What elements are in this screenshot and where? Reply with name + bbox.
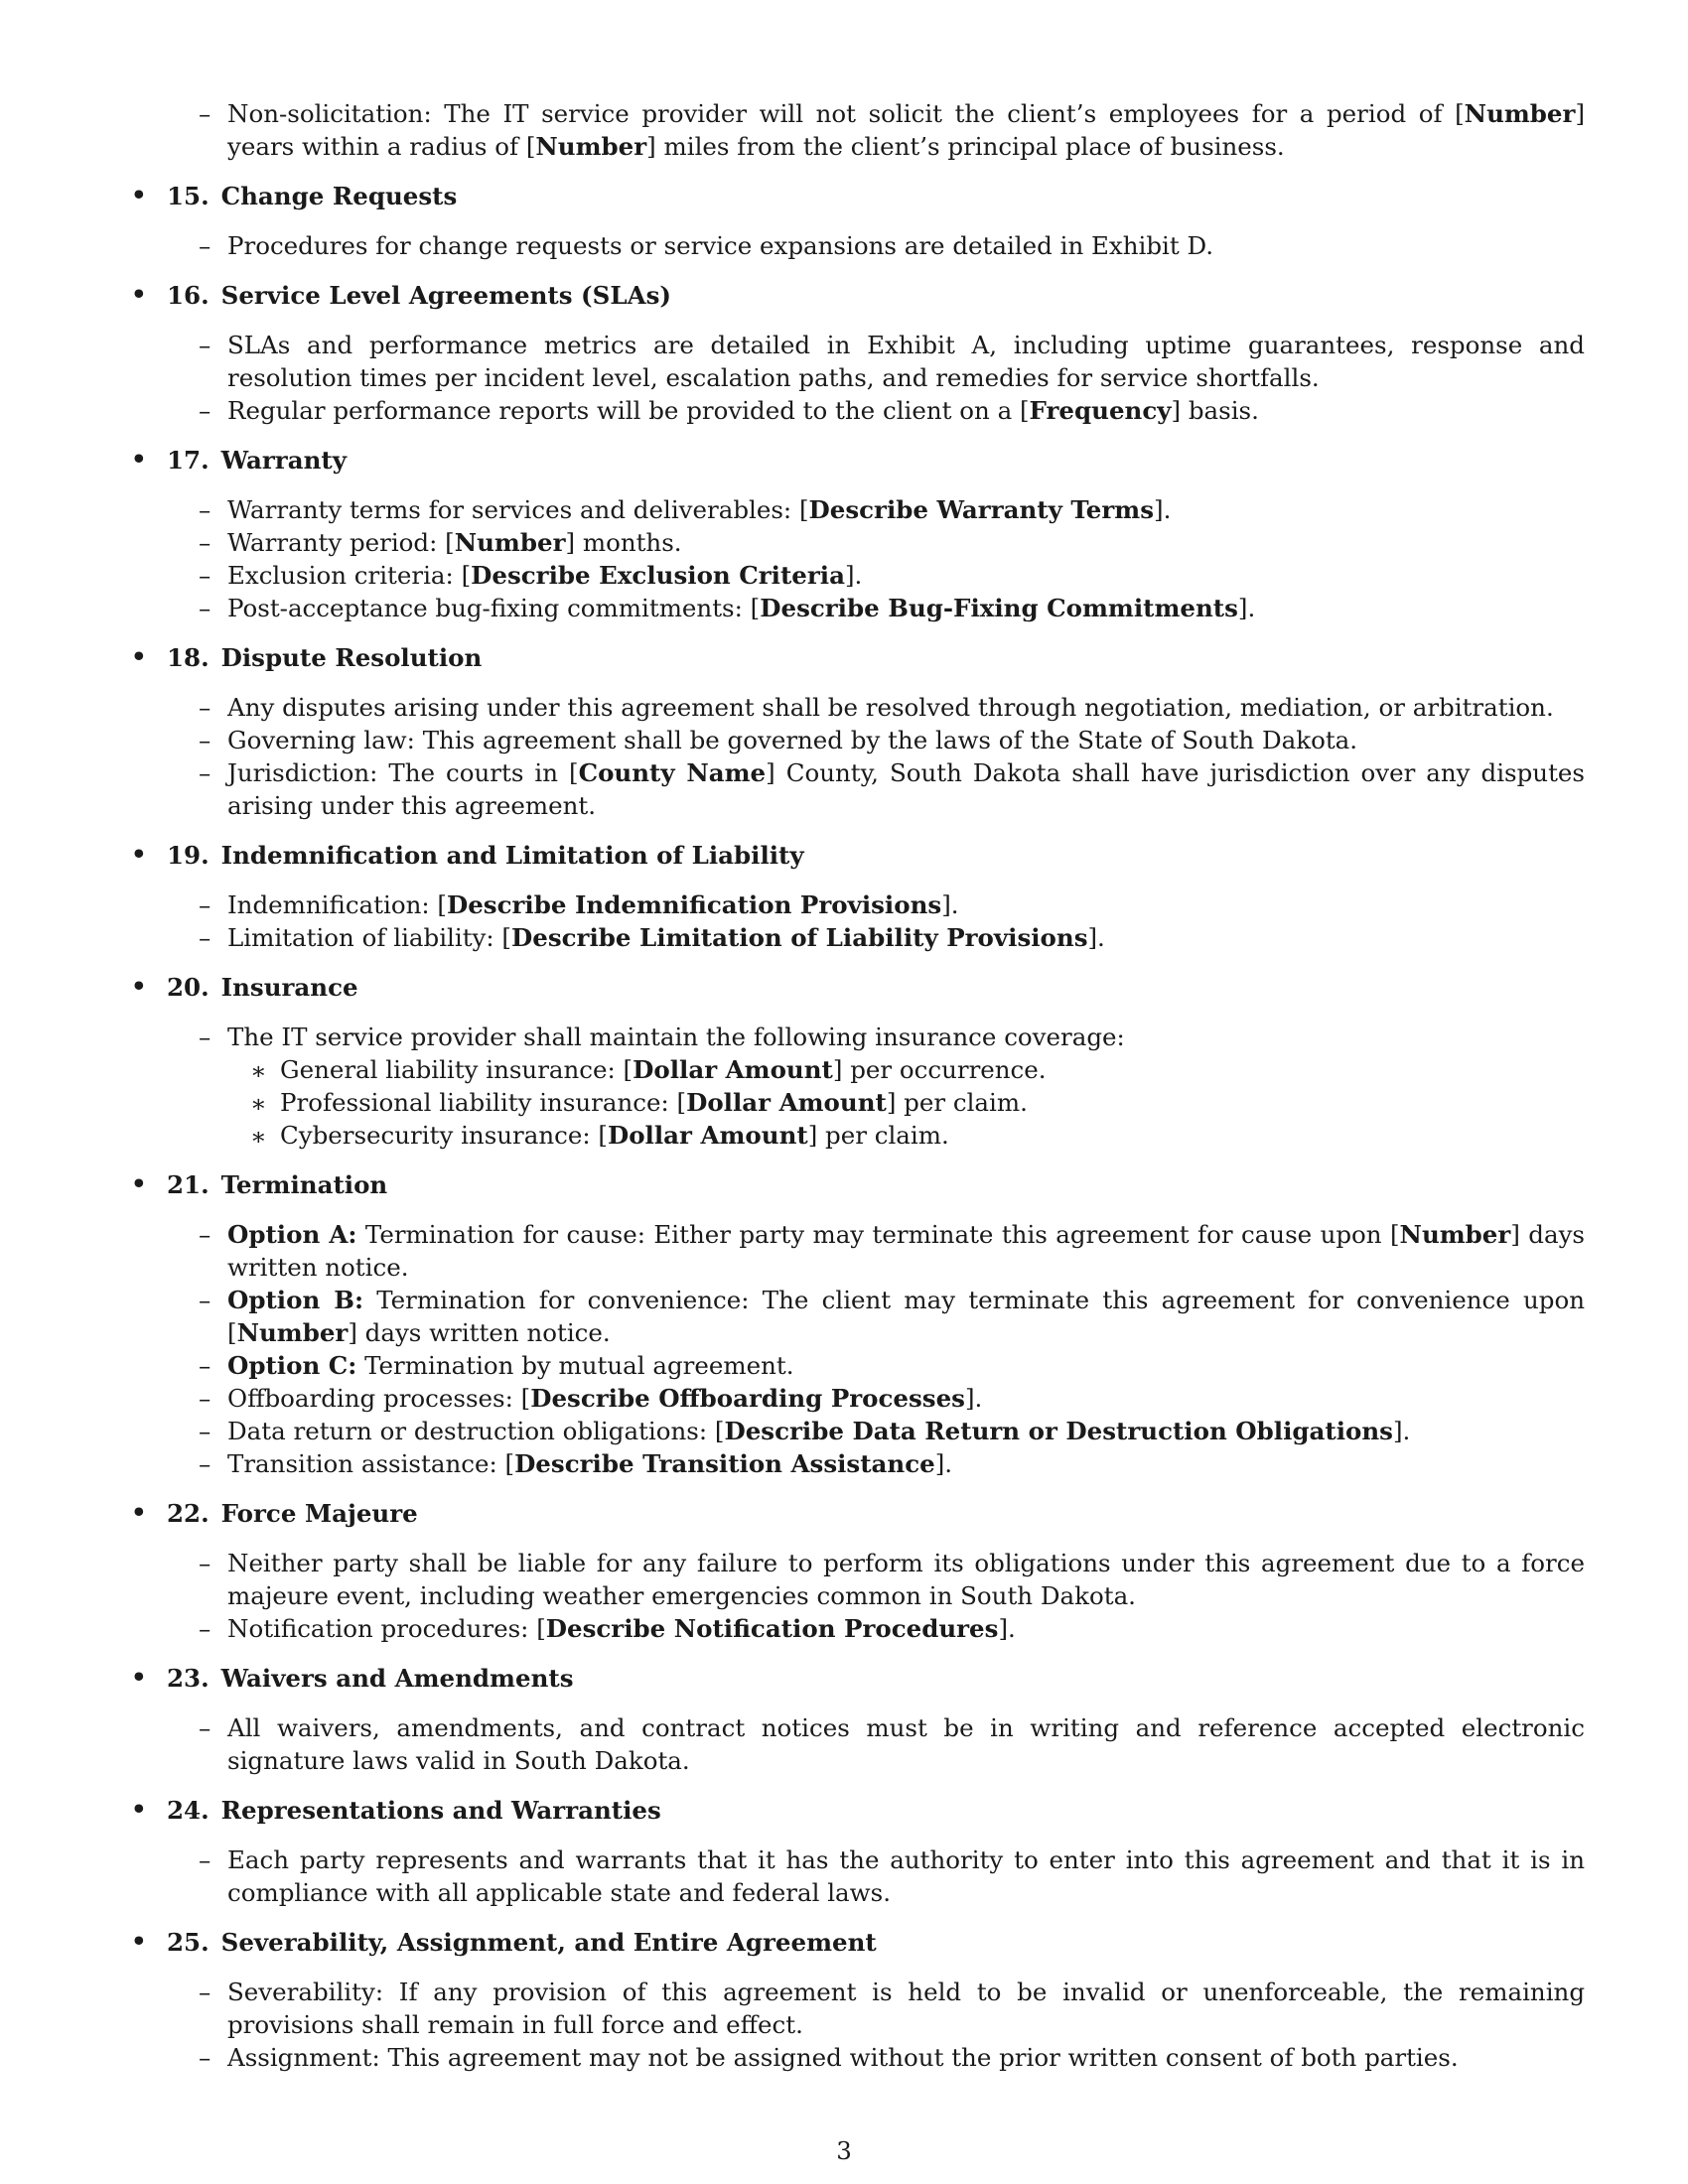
section-heading — [131, 971, 1585, 1004]
placeholder-text: Describe Limitation of Liability Provisions — [511, 923, 1088, 952]
list-item — [131, 1976, 1585, 2041]
section-title: Indemnification and Limitation of Liability — [220, 841, 804, 870]
list-item — [131, 1382, 1585, 1415]
list-item — [131, 592, 1585, 624]
section-title: Service Level Agreements (SLAs) — [220, 281, 671, 310]
section-items — [131, 691, 1585, 822]
list-item-text — [227, 1351, 794, 1380]
body-text: Transition assistance: [ — [227, 1449, 515, 1478]
section-25 — [131, 1926, 1585, 2074]
section-number: 20. — [167, 973, 210, 1002]
section-17 — [131, 444, 1585, 624]
list-item — [131, 921, 1585, 954]
body-text: ] per claim. — [807, 1121, 949, 1150]
section-items — [131, 1711, 1585, 1777]
section-20 — [131, 971, 1585, 1152]
placeholder-text: Describe Offboarding Processes — [530, 1384, 965, 1413]
placeholder-text: Describe Transition Assistance — [514, 1449, 935, 1478]
body-text: ] months. — [565, 528, 682, 557]
list-item-text — [227, 99, 1585, 161]
body-text: ]. — [941, 890, 959, 919]
list-item-text — [227, 726, 1357, 754]
section-heading — [131, 641, 1585, 674]
body-text: Governing law: This agreement shall be governed by the laws of the State of South Dakota. — [227, 726, 1358, 754]
body-text: The IT service provider shall maintain the following insurance coverage: — [227, 1023, 1125, 1051]
list-item — [131, 1218, 1585, 1284]
placeholder-text: Dollar Amount — [633, 1055, 833, 1084]
list-item — [131, 691, 1585, 724]
sub-list-item — [131, 1086, 1585, 1119]
dash-bullet: – — [199, 726, 211, 754]
section-heading — [131, 1168, 1585, 1201]
section-number: 15. — [167, 182, 210, 210]
list-item-text — [227, 1549, 1585, 1610]
list-item — [131, 1415, 1585, 1447]
body-text: ] per occurrence. — [832, 1055, 1047, 1084]
section-heading — [131, 444, 1585, 477]
body-text: Offboarding processes: [ — [227, 1384, 531, 1413]
sub-list-item-text — [280, 1121, 949, 1150]
list-item — [131, 1447, 1585, 1480]
list-item-text — [227, 331, 1585, 392]
sections-container — [131, 180, 1585, 2074]
list-item — [131, 97, 1585, 163]
body-text: ]. — [1154, 495, 1172, 524]
list-item-text — [227, 1286, 1585, 1347]
list-item — [131, 1612, 1585, 1645]
list-item — [131, 888, 1585, 921]
body-text: Jurisdiction: The courts in [ — [227, 758, 579, 787]
body-text: Cybersecurity insurance: [ — [280, 1121, 608, 1150]
body-text: ]. — [998, 1614, 1016, 1643]
body-text: Assignment: This agreement may not be assigned without the prior written consent of both parties. — [227, 2043, 1459, 2072]
section-title: Termination — [220, 1170, 388, 1199]
placeholder-text: Describe Bug-Fixing Commitments — [760, 594, 1238, 622]
body-text: ]. — [844, 561, 863, 590]
section-title: Change Requests — [220, 182, 458, 210]
section-19 — [131, 839, 1585, 954]
list-item-text — [227, 693, 1554, 722]
placeholder-text: Number — [236, 1318, 349, 1347]
list-item-text — [227, 594, 1255, 622]
list-item-text — [227, 2043, 1459, 2072]
body-text: Each party represents and warrants that it has the authority to enter into this agreement and that it is in compliance with all applicable state and federal laws. — [227, 1845, 1585, 1907]
section-items — [131, 1843, 1585, 1909]
bullet-icon: • — [131, 181, 147, 209]
body-text: Termination for convenience: The client may terminate this agreement for convenience upon [ — [227, 1286, 1585, 1347]
sub-list-item — [131, 1053, 1585, 1086]
list-item-text — [227, 1449, 952, 1478]
dash-bullet: – — [199, 693, 211, 722]
list-item — [131, 394, 1585, 427]
section-number: 19. — [167, 841, 210, 870]
placeholder-text: Dollar Amount — [607, 1121, 808, 1150]
dash-bullet: – — [199, 1449, 211, 1478]
list-item — [131, 1284, 1585, 1349]
list-item-text — [227, 1023, 1125, 1051]
section-number: 24. — [167, 1796, 210, 1825]
placeholder-text: Describe Warranty Terms — [808, 495, 1155, 524]
list-item-text — [227, 1384, 982, 1413]
placeholder-text: Number — [1464, 99, 1576, 128]
dash-bullet: – — [199, 1845, 211, 1874]
dash-bullet: – — [199, 890, 211, 919]
list-item-text — [227, 1417, 1410, 1445]
body-text: Non-solicitation: The IT service provider will not solicit the client’s employees for a period of [ — [227, 99, 1465, 128]
section-number: 18. — [167, 643, 210, 672]
body-text: SLAs and performance metrics are detailed in Exhibit A, including uptime guarantees, response and resolution times per incident level, escalation paths, and remedies for service shortfalls. — [227, 331, 1585, 392]
section-title: Dispute Resolution — [220, 643, 483, 672]
bullet-icon: • — [131, 1927, 147, 1956]
section-24 — [131, 1794, 1585, 1909]
dash-bullet: – — [199, 1384, 211, 1413]
placeholder-text: Number — [535, 132, 647, 161]
body-text: Indemnification: [ — [227, 890, 447, 919]
list-item — [131, 526, 1585, 559]
body-text: Professional liability insurance: [ — [280, 1088, 687, 1117]
dash-bullet: – — [199, 528, 211, 557]
section-16 — [131, 279, 1585, 427]
body-text: ] miles from the client’s principal place of business. — [646, 132, 1285, 161]
body-text: ] years within a radius of [ — [227, 99, 1585, 161]
list-item-text — [227, 758, 1585, 820]
placeholder-text: Option A: — [227, 1220, 357, 1249]
placeholder-text: Number — [1399, 1220, 1511, 1249]
list-item-text — [227, 528, 682, 557]
section-title: Force Majeure — [220, 1499, 418, 1528]
section-items — [131, 1218, 1585, 1480]
dash-bullet: – — [199, 1220, 211, 1249]
list-item — [131, 229, 1585, 262]
section-21 — [131, 1168, 1585, 1480]
dash-bullet: – — [199, 1417, 211, 1445]
placeholder-text: Frequency — [1029, 396, 1172, 425]
section-18 — [131, 641, 1585, 822]
dash-bullet: – — [199, 1713, 211, 1742]
body-text: Termination by mutual agreement. — [356, 1351, 794, 1380]
body-text: Severability: If any provision of this agreement is held to be invalid or unenforceable, the remaining provisions shall remain in full force and effect. — [227, 1978, 1585, 2039]
dash-bullet: – — [199, 396, 211, 425]
section-heading — [131, 1662, 1585, 1695]
list-item-text — [227, 1713, 1585, 1775]
section-number: 22. — [167, 1499, 210, 1528]
body-text: Warranty terms for services and deliverables: [ — [227, 495, 809, 524]
dash-bullet: – — [199, 1023, 211, 1051]
section-items — [131, 329, 1585, 427]
dash-bullet: – — [199, 923, 211, 952]
dash-bullet: – — [199, 594, 211, 622]
list-item-text — [227, 1614, 1016, 1643]
dash-bullet: – — [199, 1614, 211, 1643]
body-text: Termination for cause: Either party may terminate this agreement for cause upon [ — [356, 1220, 1400, 1249]
dash-bullet: – — [199, 495, 211, 524]
body-text: Procedures for change requests or service expansions are detailed in Exhibit D. — [227, 231, 1214, 260]
body-text: General liability insurance: [ — [280, 1055, 633, 1084]
section-heading — [131, 839, 1585, 872]
list-item-text — [227, 890, 959, 919]
dash-bullet: – — [199, 231, 211, 260]
section-items — [131, 1976, 1585, 2074]
continuation-list — [131, 97, 1585, 163]
body-text: ]. — [934, 1449, 953, 1478]
section-heading — [131, 279, 1585, 312]
sub-list — [131, 1053, 1585, 1152]
list-item — [131, 1349, 1585, 1382]
asterisk-bullet: ∗ — [250, 1056, 267, 1085]
bullet-icon: • — [131, 1169, 147, 1198]
dash-bullet: – — [199, 99, 211, 128]
dash-bullet: – — [199, 561, 211, 590]
section-title: Waivers and Amendments — [220, 1664, 574, 1693]
list-item-text — [227, 1845, 1585, 1907]
body-text: Exclusion criteria: [ — [227, 561, 472, 590]
body-text: Warranty period: [ — [227, 528, 455, 557]
bullet-icon: • — [131, 972, 147, 1001]
section-heading — [131, 180, 1585, 212]
list-item — [131, 1547, 1585, 1612]
body-text: Data return or destruction obligations: [ — [227, 1417, 725, 1445]
list-item — [131, 1711, 1585, 1777]
section-items — [131, 1021, 1585, 1152]
page-number: 3 — [836, 2136, 852, 2165]
section-title: Severability, Assignment, and Entire Agreement — [220, 1928, 877, 1957]
section-number: 17. — [167, 446, 210, 475]
body-text: Limitation of liability: [ — [227, 923, 511, 952]
body-text: ] per claim. — [886, 1088, 1028, 1117]
dash-bullet: – — [199, 331, 211, 359]
bullet-icon: • — [131, 445, 147, 474]
bullet-icon: • — [131, 1795, 147, 1824]
list-item — [131, 559, 1585, 592]
asterisk-bullet: ∗ — [250, 1122, 267, 1151]
sub-list-item — [131, 1119, 1585, 1152]
section-22 — [131, 1497, 1585, 1645]
list-item-text — [227, 1220, 1585, 1282]
section-15 — [131, 180, 1585, 262]
placeholder-text: Number — [454, 528, 566, 557]
list-item-text — [227, 561, 862, 590]
list-item-text — [227, 923, 1105, 952]
body-text: ] basis. — [1171, 396, 1259, 425]
placeholder-text: County Name — [578, 758, 767, 787]
dash-bullet: – — [199, 1549, 211, 1577]
body-text: All waivers, amendments, and contract notices must be in writing and reference accepted electronic signature laws valid in South Dakota. — [227, 1713, 1585, 1775]
body-text: ] days written notice. — [227, 1220, 1585, 1282]
section-number: 21. — [167, 1170, 210, 1199]
placeholder-text: Describe Exclusion Criteria — [471, 561, 845, 590]
dash-bullet: – — [199, 1978, 211, 2006]
body-text: ]. — [1237, 594, 1256, 622]
dash-bullet: – — [199, 758, 211, 787]
list-item — [131, 2041, 1585, 2074]
body-text: ]. — [1392, 1417, 1411, 1445]
list-item-text — [227, 231, 1213, 260]
placeholder-text: Option C: — [227, 1351, 357, 1380]
bullet-icon: • — [131, 642, 147, 671]
list-item — [131, 1021, 1585, 1053]
section-23 — [131, 1662, 1585, 1777]
section-title: Warranty — [220, 446, 347, 475]
body-text: Neither party shall be liable for any failure to perform its obligations under this agreement due to a force majeure event, including weather emergencies common in South Dakota. — [227, 1549, 1585, 1610]
placeholder-text: Dollar Amount — [686, 1088, 887, 1117]
body-text: Any disputes arising under this agreement shall be resolved through negotiation, mediation, or arbitration. — [227, 693, 1554, 722]
placeholder-text: Option B: — [227, 1286, 363, 1314]
placeholder-text: Describe Notification Procedures — [545, 1614, 999, 1643]
body-text: Regular performance reports will be provided to the client on a [ — [227, 396, 1030, 425]
list-item — [131, 329, 1585, 394]
section-heading — [131, 1497, 1585, 1530]
document-body — [131, 97, 1585, 2074]
body-text: ] days written notice. — [348, 1318, 611, 1347]
section-items — [131, 888, 1585, 954]
list-item — [131, 724, 1585, 756]
placeholder-text: Describe Data Return or Destruction Obligations — [724, 1417, 1393, 1445]
body-text: Post-acceptance bug-fixing commitments: [ — [227, 594, 761, 622]
section-number: 25. — [167, 1928, 210, 1957]
section-items — [131, 493, 1585, 624]
section-number: 16. — [167, 281, 210, 310]
list-item-text — [227, 495, 1171, 524]
bullet-icon: • — [131, 1663, 147, 1692]
asterisk-bullet: ∗ — [250, 1089, 267, 1118]
list-item-text — [227, 396, 1259, 425]
dash-bullet: – — [199, 1286, 211, 1314]
body-text: ]. — [964, 1384, 983, 1413]
sub-list-item-text — [280, 1088, 1028, 1117]
bullet-icon: • — [131, 1498, 147, 1527]
dash-bullet: – — [199, 2043, 211, 2072]
body-text: ]. — [1087, 923, 1105, 952]
list-item-text — [227, 1978, 1585, 2039]
section-heading — [131, 1926, 1585, 1959]
sub-list-item-text — [280, 1055, 1047, 1084]
section-title: Insurance — [220, 973, 358, 1002]
body-text: Notification procedures: [ — [227, 1614, 546, 1643]
section-title: Representations and Warranties — [220, 1796, 661, 1825]
list-item — [131, 1843, 1585, 1909]
placeholder-text: Describe Indemnification Provisions — [446, 890, 942, 919]
list-item — [131, 756, 1585, 822]
dash-bullet: – — [199, 1351, 211, 1380]
bullet-icon: • — [131, 840, 147, 869]
section-number: 23. — [167, 1664, 210, 1693]
bullet-icon: • — [131, 280, 147, 309]
section-items — [131, 229, 1585, 262]
section-heading — [131, 1794, 1585, 1827]
section-items — [131, 1547, 1585, 1645]
list-item — [131, 493, 1585, 526]
body-text: ] County, South Dakota shall have jurisdiction over any disputes arising under this agreement. — [227, 758, 1585, 820]
